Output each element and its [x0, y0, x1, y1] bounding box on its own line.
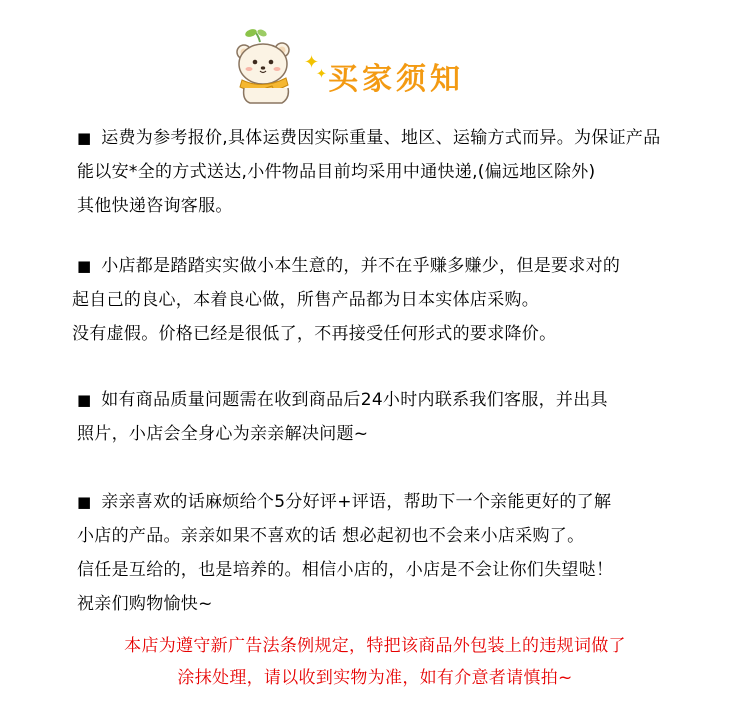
ad-law-notice — [0, 630, 750, 694]
paragraph-line: 信任是互给的，也是培养的。相信小店的，小店是不会让你们失望哒！ — [77, 560, 614, 580]
bullet-square-icon: ■ — [77, 257, 92, 275]
paragraph-line: 其他快递咨询客服。 — [77, 196, 233, 216]
paragraph-line: 能以安*全的方式送达,小件物品目前均采用中通快递,(偏远地区除外) — [77, 162, 596, 182]
sparkle-icon: ✦ — [304, 52, 320, 73]
paragraph-line: ■ 亲亲喜欢的话麻烦给个5分好评+评语，帮助下一个亲能更好的了解 — [77, 492, 612, 512]
paragraph-line: 祝亲们购物愉快~ — [77, 594, 213, 614]
bullet-square-icon: ■ — [77, 391, 92, 409]
paragraph-store-policy — [0, 249, 750, 351]
bullet-square-icon: ■ — [77, 129, 92, 147]
paragraph-line: 照片，小店会全身心为亲亲解决问题~ — [77, 424, 369, 444]
header — [230, 28, 520, 104]
notice-line: 涂抹处理，请以收到实物为准，如有介意者请慎拍~ — [177, 668, 573, 688]
paragraph-line: 小店的产品。亲亲如果不喜欢的话 想必起初也不会来小店采购了。 — [77, 526, 585, 546]
paragraph-line: 起自己的良心，本着良心做，所售产品都为日本实体店采购。 — [72, 290, 540, 310]
paragraph-review — [0, 485, 750, 621]
paragraph-quality — [0, 383, 750, 451]
paragraph-line: ■ 运费为参考报价,具体运费因实际重量、地区、运输方式而异。为保证产品 — [77, 128, 661, 148]
sparkle-icon: ✦ — [316, 67, 327, 82]
paragraph-line: ■ 如有商品质量问题需在收到商品后24小时内联系我们客服，并出具 — [77, 390, 608, 410]
bullet-square-icon: ■ — [77, 493, 92, 511]
notice-line: 本店为遵守新广告法条例规定，特把该商品外包装上的违规词做了 — [124, 636, 626, 656]
paragraph-line: 没有虚假。价格已经是很低了，不再接受任何形式的要求降价。 — [72, 324, 557, 344]
paragraph-line: ■ 小店都是踏踏实实做小本生意的，并不在乎赚多赚少，但是要求对的 — [77, 256, 621, 276]
page-title: 买家须知 — [328, 62, 464, 97]
paragraph-shipping — [0, 121, 750, 223]
